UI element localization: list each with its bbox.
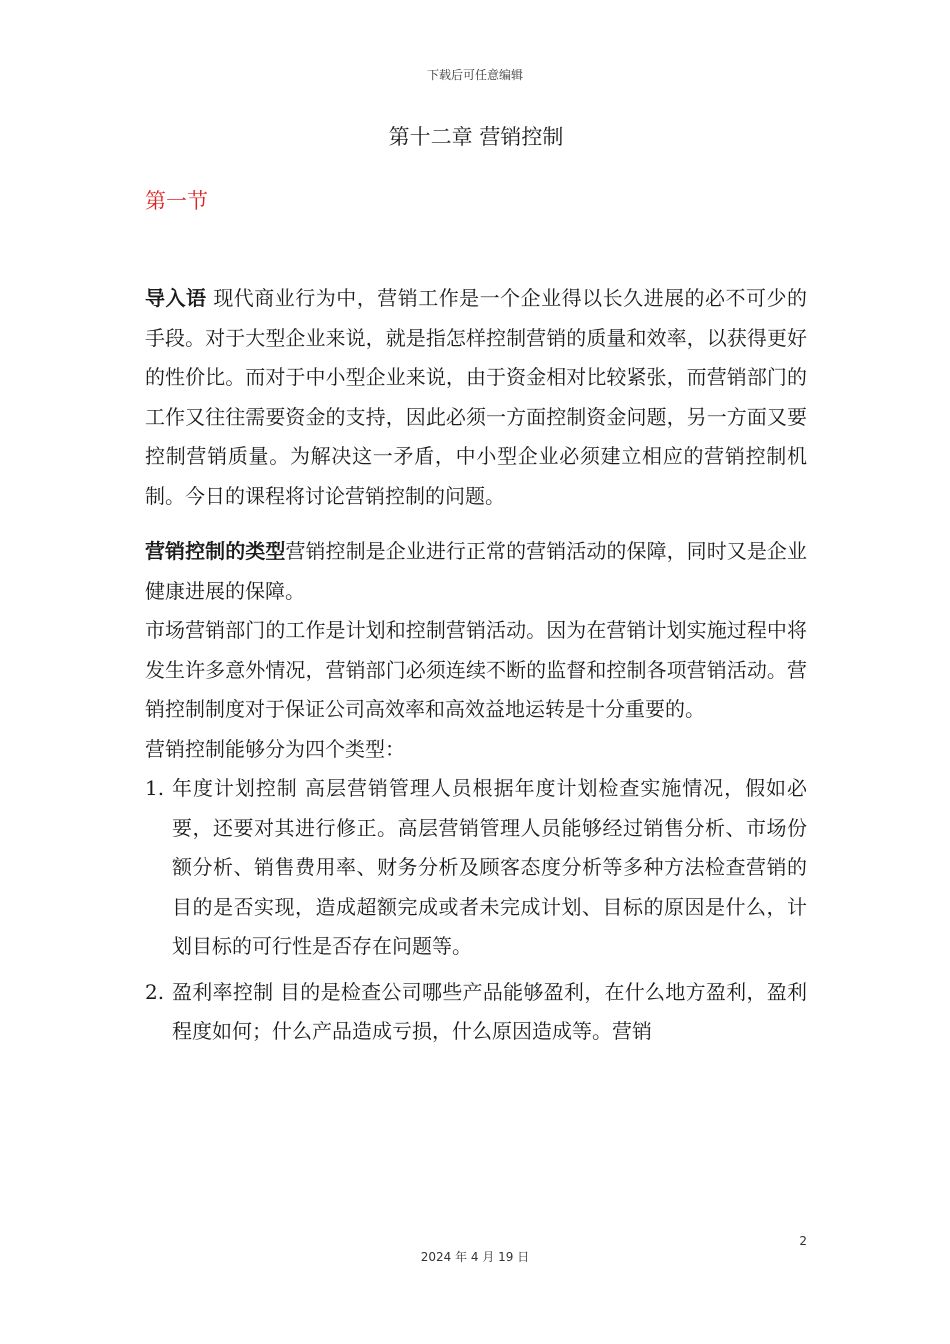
section-heading: 第一节 [145,189,208,213]
list-item-number: 1. [145,776,165,800]
types-label: 营销控制的类型 [145,539,286,563]
intro-text: 现代商业行为中，营销工作是一个企业得以长久进展的必不可少的手段。对于大型企业来说，就是指怎样控制营销的质量和效率，以获得更好的性价比。而对于中小型企业来说，由于资金相对比较紧张，而营销部门的工作又往往需要资金的支持，因此必须一方面控制资金问题，另一方面又要控制营销质量。为解决这一矛盾，中小型企业必须建立相应的营销控制机制。今日的课程将讨论营销控制的问题。 [145,286,808,508]
page-number: 2 [799,1234,807,1248]
list-item-text: 盈利率控制 目的是检查公司哪些产品能够盈利，在什么地方盈利，盈利程度如何；什么产品造成亏损，什么原因造成等。营销 [172,979,807,1043]
types-paragraph [145,532,807,611]
control-types-list [145,769,807,1052]
chapter-title: 第十二章 营销控制 [388,125,564,149]
page-header: 下载后可任意编辑 [426,68,523,82]
types-text: 营销控制是企业进行正常的营销活动的保障，同时又是企业健康进展的保障。 [145,539,807,603]
list-item [145,973,807,1052]
page-footer-date: 2024 年 4 月 19 日 [420,1250,530,1264]
intro-label: 导入语 [145,286,207,310]
list-item [145,769,807,967]
intro-paragraph [145,279,807,516]
list-item-number: 2. [145,979,165,1004]
four-types-intro: 营销控制能够分为四个类型： [145,736,405,761]
list-item-text: 年度计划控制 高层营销管理人员根据年度计划检查实施情况，假如必要，还要对其进行修正。高层营销管理人员能够经过销售分析、市场份额分析、销售费用率、财务分析及顾客态度分析等多种方法检查营销的目的是否实现，造成超额完成或者未完成计划、目标的原因是什么，计划目标的可行性是否存在问题等。 [172,776,807,958]
document-body [145,118,807,1058]
marketing-dept-paragraph: 市场营销部门的工作是计划和控制营销活动。因为在营销计划实施过程中将发生许多意外情况，营销部门必须连续不断的监督和控制各项营销活动。营销控制制度对于保证公司高效率和高效益地运转是十分重要的。 [145,618,807,721]
